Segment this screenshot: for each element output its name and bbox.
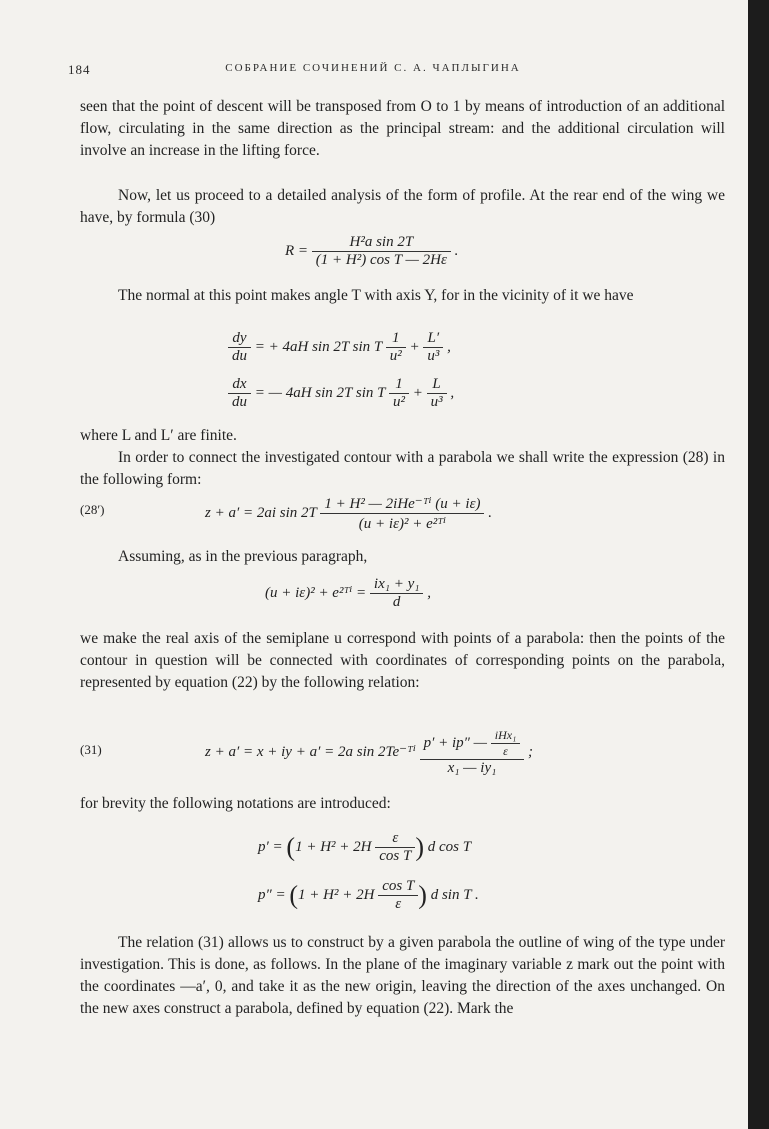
eq-dy-f1-den: u²: [386, 347, 406, 365]
equation-31: [80, 722, 725, 784]
eq-28-label: (28′): [80, 502, 105, 517]
eq-assume-num: ix₁ + y₁: [373, 576, 420, 592]
eq-p1-tail: d cos T: [427, 838, 472, 855]
eq-31-label: (31): [80, 742, 102, 757]
eq-assume-tail: ,: [427, 584, 431, 601]
paragraph-2: Now, let us proceed to a detailed analysis of the form of profile. At the rear end of the wing we have, by formula (30): [80, 187, 725, 226]
paragraph-8: for brevity the following notations are introduced:: [80, 795, 391, 812]
eq-31-lhs: z + a′ = x + iy + a′ = 2a sin 2Te⁻ᵀⁱ: [205, 743, 416, 760]
eq-dx-mid: = — 4aH sin 2T sin T: [254, 384, 386, 401]
equation-assume: [80, 574, 725, 618]
paragraph-9: The relation (31) allows us to construct by a given parabola the outline of wing of the type under investigation. This is done, as follows. In the plane of the imaginary variable z mark out the point with the coordinates —a′, 0, and take it as the new origin, leaving the direction of the axes unchanged. On the new axes construct a parabola, defined by equation (22). Mark the: [80, 934, 725, 1017]
paragraph-3: The normal at this point makes angle T with axis Y, for in the vicinity of it we have: [118, 287, 634, 304]
eq-dx-lhs-den: du: [228, 393, 251, 411]
eq-31-den: x₁ — iy₁: [420, 759, 525, 777]
paragraph-1: seen that the point of descent will be transposed from O to 1 by means of introduction of an additional flow, circulating in the same direction as the principal stream: and the additional circulation will involve an increase in the lifting force.: [80, 98, 725, 159]
eq-dy-mid: = + 4aH sin 2T sin T: [254, 338, 382, 355]
eq-dx-lhs-num: dx: [232, 376, 247, 392]
eq-dy-plus: +: [409, 338, 420, 355]
eq-p2-lhs: p″ =: [258, 886, 286, 903]
eq-dy-f2-num: L′: [427, 330, 440, 346]
equation-28: [80, 492, 725, 536]
paragraph-4: where L and L′ are finite.: [80, 427, 237, 444]
eq-r-lhs: R =: [285, 242, 309, 259]
eq-31-num: p′ + ip″ —: [423, 734, 488, 751]
eq-dx-f1-num: 1: [395, 376, 403, 392]
eq-p1-fnum: ε: [392, 830, 399, 846]
eq-p2-tail: d sin T .: [430, 886, 479, 903]
page-number: 184: [68, 62, 91, 77]
eq-31-inner-num: iHx₁: [494, 728, 517, 742]
eq-assume-lhs: (u + iε)² + e²ᵀⁱ =: [265, 584, 367, 601]
eq-31-inner-den: ε: [491, 743, 521, 759]
eq-p1-lhs: p′ =: [258, 838, 283, 855]
equation-dy: [80, 330, 725, 372]
eq-dx-f2-num: L: [432, 376, 441, 392]
eq-p2-fnum: cos T: [382, 878, 415, 894]
equation-dx: [80, 376, 725, 418]
eq-p1-inner: 1 + H² + 2H: [295, 838, 372, 855]
paragraph-5: In order to connect the investigated contour with a parabola we shall write the expression (28) in the following form:: [80, 449, 725, 488]
eq-31-tail: ;: [528, 743, 534, 760]
paragraph-6: Assuming, as in the previous paragraph,: [118, 548, 368, 565]
eq-dy-tail: ,: [447, 338, 451, 355]
equation-p2: p″ = (1 + H² + 2H $\frac{\text{cos T}}{\varepsilon}$ ) d sin T .: [258, 878, 479, 912]
eq-28-den: (u + iε)² + e²ᵀⁱ: [320, 513, 484, 533]
eq-assume-den: d: [370, 593, 424, 611]
eq-dy-lhs-den: du: [228, 347, 251, 365]
eq-dy-f2-den: u³: [423, 347, 443, 365]
eq-dx-plus: +: [412, 384, 423, 401]
eq-r-num: H²a sin 2T: [349, 234, 414, 250]
paragraph-7: we make the real axis of the semiplane u correspond with points of a parabola: then the points of the contour in question will be connected with coordinates of corresponding points on the parabola, represented by equation (22) by the following relation:: [80, 630, 725, 691]
eq-p1-fden: cos T: [375, 847, 415, 865]
eq-dy-lhs-num: dy: [232, 330, 247, 346]
eq-r-tail: .: [454, 242, 459, 259]
eq-dx-tail: ,: [450, 384, 455, 401]
running-title: СОБРАНИЕ СОЧИНЕНИЙ С. А. ЧАПЛЫГИНА: [225, 62, 521, 74]
eq-28-num: 1 + H² — 2iHe⁻ᵀⁱ (u + iε): [324, 496, 481, 512]
eq-28-tail: .: [488, 504, 492, 521]
eq-r-den: (1 + H²) cos T — 2Hε: [312, 251, 451, 269]
eq-r-frac: [312, 234, 451, 269]
eq-p2-fden: ε: [378, 895, 418, 913]
eq-dx-f1-den: u²: [389, 393, 409, 411]
eq-28-lhs: z + a′ = 2ai sin 2T: [205, 504, 317, 521]
equation-p1: p′ = (1 + H² + 2H $\frac{\varepsilon}{\text{cos T}}$ ) d cos T: [258, 830, 472, 864]
eq-dx-f2-den: u³: [427, 393, 447, 411]
eq-dy-f1-num: 1: [391, 330, 400, 346]
equation-R: [80, 230, 725, 274]
eq-p2-inner: 1 + H² + 2H: [298, 886, 375, 903]
